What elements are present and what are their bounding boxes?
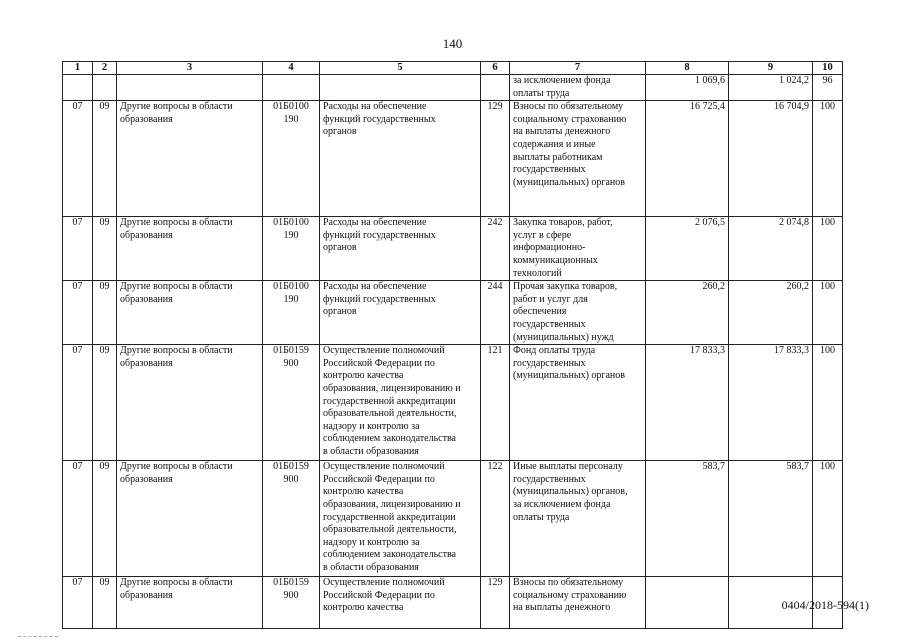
table-cell-c7: за исключением фонда оплаты труда — [513, 75, 611, 99]
table-cell-c1: 07 — [72, 217, 83, 229]
table-cell-c2: 09 — [99, 345, 110, 357]
table-row — [63, 461, 843, 577]
table-cell-c7: Взносы по обязательному социальному страхованию на выплаты денежного — [513, 577, 627, 614]
table-cell-c1: 07 — [72, 101, 83, 113]
table-cell-c3: Другие вопросы в области образования — [120, 461, 233, 485]
header-cell: 2 — [93, 62, 117, 75]
header-cell: 1 — [63, 62, 93, 75]
table-cell-c10: 100 — [820, 345, 835, 357]
table-cell-c4: 01Б0159 900 — [273, 577, 309, 601]
table-cell-c4: 01Б0100 190 — [273, 281, 309, 305]
table-cell-c10: 100 — [820, 101, 835, 113]
table-cell-c1: 07 — [72, 281, 83, 293]
table-cell-c7: Иные выплаты персоналу государственных (муниципальных) органов, за исключением фонда оплаты труда — [513, 461, 628, 523]
page-number: 140 — [442, 36, 463, 51]
table-cell-c4: 01Б0100 190 — [273, 101, 309, 125]
table-cell-c6: 129 — [487, 577, 503, 589]
table-cell-c1: 07 — [72, 345, 83, 357]
table-row — [63, 577, 843, 629]
table-cell-c8: 583,7 — [702, 461, 725, 473]
table-cell-c2: 09 — [99, 281, 110, 293]
table-cell-c7: Фонд оплаты труда государственных (муниципальных) органов — [513, 345, 626, 382]
table-row — [63, 217, 843, 281]
table-cell-c10: 100 — [820, 461, 835, 473]
table-cell-c6: 121 — [487, 345, 503, 357]
table-cell-c10: 96 — [822, 75, 833, 86]
table-cell-c1: 07 — [72, 577, 83, 589]
table-cell-c9: 583,7 — [786, 461, 809, 473]
header-cell: 6 — [481, 62, 510, 75]
header-cell: 8 — [646, 62, 729, 75]
table-cell-c8: 16 725,4 — [690, 101, 725, 113]
table-row — [63, 75, 843, 101]
table-cell-c6: 244 — [487, 281, 503, 293]
header-cell: 4 — [263, 62, 320, 75]
table-row — [63, 345, 843, 461]
table-cell-c3: Другие вопросы в области образования — [120, 345, 233, 369]
header-cell: 7 — [510, 62, 646, 75]
table-cell-c5: Расходы на обеспечение функций государственных органов — [323, 217, 436, 254]
table-cell-c4: 01Б0159 900 — [273, 345, 309, 369]
table-cell-c8: 1 069,6 — [695, 75, 725, 86]
table-cell-c10: 100 — [820, 281, 835, 293]
table-cell-c5: Осуществление полномочий Российской Федерации по контролю качества — [323, 577, 445, 614]
table-cell-c3: Другие вопросы в области образования — [120, 101, 233, 125]
table-cell-c9: 260,2 — [786, 281, 809, 293]
header-cell: 9 — [729, 62, 813, 75]
table-cell-c7: Прочая закупка товаров, работ и услуг для обеспечения государственных (муниципальных) нужд — [513, 281, 618, 343]
table-cell-c7: Взносы по обязательному социальному страхованию на выплаты денежного содержания и иные выплаты работникам государственных (муниципальных) органов — [513, 101, 627, 188]
table-cell-c2: 09 — [99, 217, 110, 229]
table-cell-c9: 16 704,9 — [774, 101, 809, 113]
table-cell-c4: 01Б0159 900 — [273, 461, 309, 485]
budget-table — [62, 61, 843, 629]
table-cell-c6: 122 — [487, 461, 503, 473]
table-cell-c6: 242 — [487, 217, 503, 229]
header-cell: 5 — [320, 62, 481, 75]
table-cell-c8: 17 833,3 — [690, 345, 725, 357]
table-cell-c4: 01Б0100 190 — [273, 217, 309, 241]
table-cell-c3: Другие вопросы в области образования — [120, 217, 233, 241]
table-cell-c5: Расходы на обеспечение функций государственных органов — [323, 281, 436, 318]
table-cell-c6: 129 — [487, 101, 503, 113]
header-cell: 10 — [813, 62, 843, 75]
table-cell-c9: 1 024,2 — [779, 75, 809, 86]
table-cell-c8: 260,2 — [702, 281, 725, 293]
scan-artifact-line — [18, 636, 58, 638]
table-cell-c5: Осуществление полномочий Российской Федерации по контролю качества образования, лицензированию и государственной аккредитации образовательной деятельности, надзору и контролю за соблюдением законодательства в области образования — [323, 461, 461, 573]
table-cell-c2: 09 — [99, 101, 110, 113]
table-row — [63, 281, 843, 345]
table-cell-c5: Расходы на обеспечение функций государственных органов — [323, 101, 436, 138]
table-cell-c5: Осуществление полномочий Российской Федерации по контролю качества образования, лицензированию и государственной аккредитации образовательной деятельности, надзору и контролю за соблюдением законодательства в области образования — [323, 345, 461, 457]
table-header-row — [63, 62, 843, 75]
table-cell-c7: Закупка товаров, работ, услуг в сфере информационно- коммуникационных технологий — [513, 217, 613, 279]
table-cell-c2: 09 — [99, 461, 110, 473]
table-cell-c9: 17 833,3 — [774, 345, 809, 357]
table-cell-c10: 100 — [820, 217, 835, 229]
table-cell-c9: 2 074,8 — [779, 217, 809, 229]
table-cell-c3: Другие вопросы в области образования — [120, 577, 233, 601]
header-cell: 3 — [117, 62, 263, 75]
table-cell-c1: 07 — [72, 461, 83, 473]
table-row — [63, 101, 843, 217]
table-cell-c3: Другие вопросы в области образования — [120, 281, 233, 305]
table-cell-c8: 2 076,5 — [695, 217, 725, 229]
table-cell-c2: 09 — [99, 577, 110, 589]
document-code: 0404/2018-594(1) — [781, 598, 869, 612]
